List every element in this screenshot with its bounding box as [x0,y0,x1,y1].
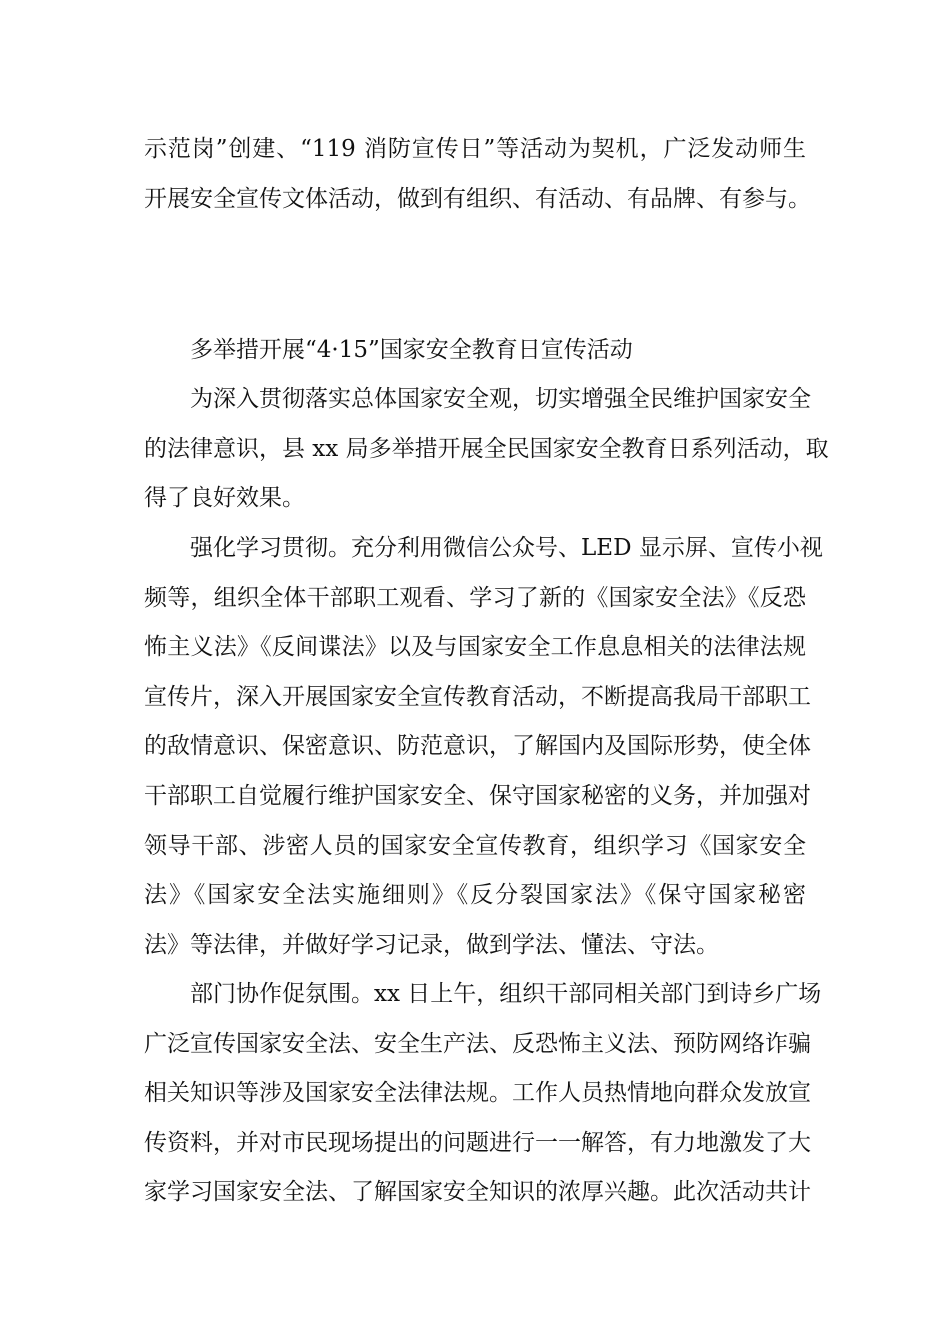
text-line: 得了良好效果。 [144,485,305,512]
text-line: 怖主义法》《反间谍法》以及与国家安全工作息息相关的法律法规 [144,634,806,661]
text-line: 为深入贯彻落实总体国家安全观，切实增强全民维护国家安全 [190,386,811,412]
text-line: 宣传片，深入开展国家安全宣传教育活动，不断提高我局干部职工 [144,683,811,710]
text-line: 广泛宣传国家安全法、安全生产法、反恐怖主义法、预防网络诈骗 [144,1030,811,1057]
text-line: 家学习国家安全法、了解国家安全知识的浓厚兴趣。此次活动共计 [144,1179,811,1206]
text-line: 频等，组织全体干部职工观看、学习了新的《国家安全法》《反恐 [144,584,806,611]
text-line: 相关知识等涉及国家安全法律法规。工作人员热情地向群众发放宣 [144,1080,811,1107]
section-heading: 多举措开展“4·15”国家安全教育日宣传活动 [190,337,633,363]
text-line: 的敌情意识、保密意识、防范意识，了解国内及国际形势，使全体 [144,733,811,760]
text-line: 法》《国家安全法实施细则》《反分裂国家法》《保守国家秘密 [144,882,806,909]
paragraph-cooperation [144,970,822,1218]
text-line: 传资料，并对市民现场提出的问题进行一一解答，有力地激发了大 [144,1129,811,1156]
text-line: 开展安全宣传文体活动，做到有组织、有活动、有品牌、有参与。 [144,185,811,212]
text-line: 法》等法律，并做好学习记录，做到学法、懂法、守法。 [144,931,719,958]
text-line: 干部职工自觉履行维护国家安全、保守国家秘密的义务，并加强对 [144,782,811,809]
text-line: 部门协作促氛围。xx 日上午，组织干部同相关部门到诗乡广场 [190,981,822,1007]
text-line: 领导干部、涉密人员的国家安全宣传教育，组织学习《国家安全 [144,832,806,859]
paragraph-intro [144,375,829,524]
text-line: 强化学习贯彻。充分利用微信公众号、LED 显示屏、宣传小视 [190,535,823,561]
top-paragraph [144,125,811,224]
text-line: 的法律意识，县 xx 局多举措开展全民国家安全教育日系列活动，取 [144,435,829,462]
text-line: 示范岗”创建、“119 消防宣传日”等活动为契机，广泛发动师生 [144,136,806,162]
paragraph-study [144,524,823,970]
